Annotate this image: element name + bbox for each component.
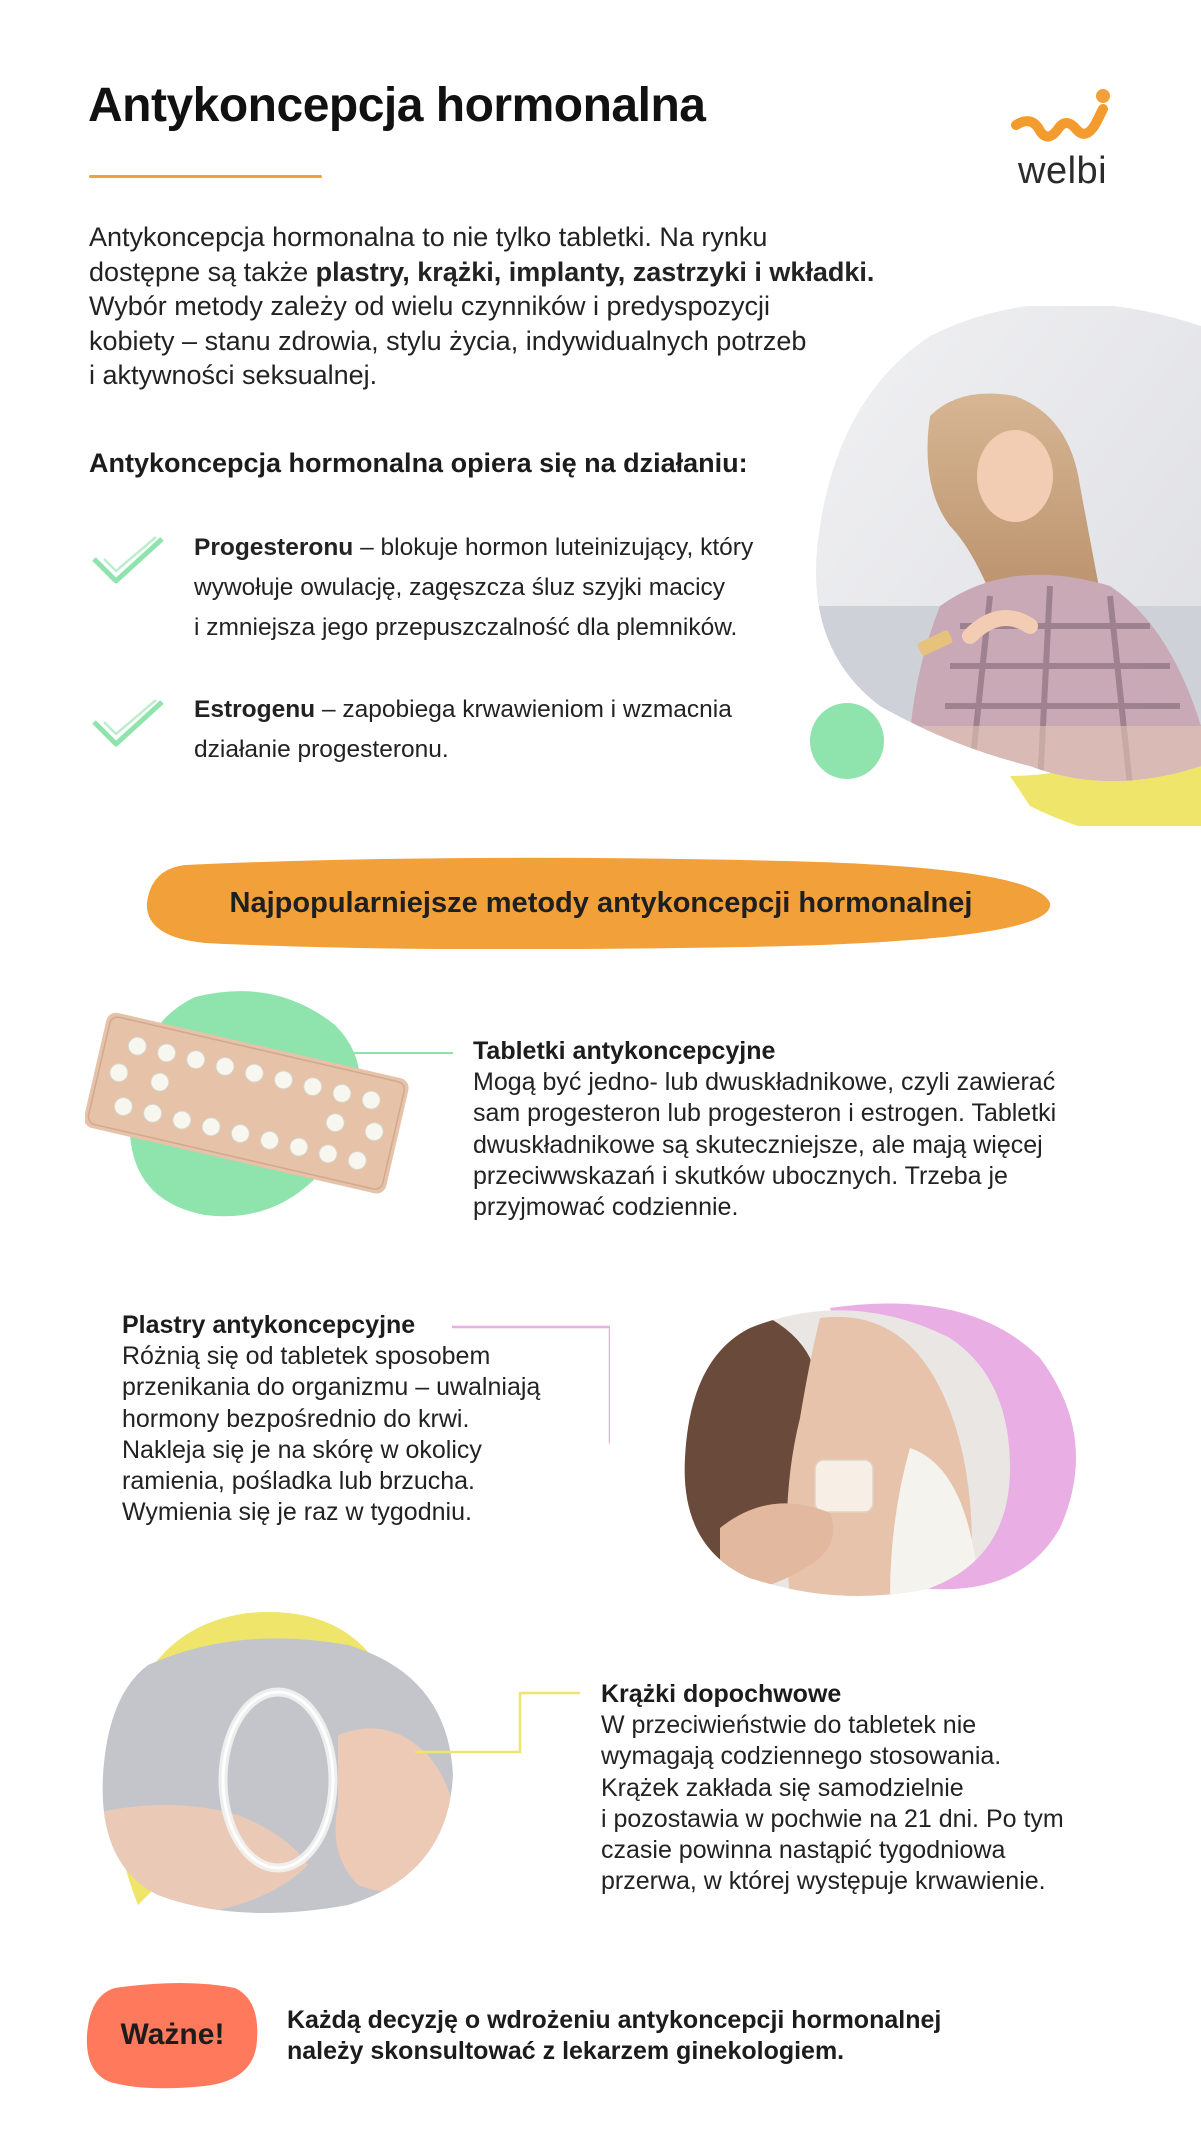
vaginal-ring-image xyxy=(88,1605,468,1925)
method-line: przyjmować codziennie. xyxy=(473,1193,739,1222)
intro-line: Wybór metody zależy od wielu czynników i predyspozycji xyxy=(89,291,771,321)
pill-blister-image xyxy=(85,985,415,1230)
method-line: sam progesteron lub progesteron i estrogen. Tabletki xyxy=(473,1099,1057,1128)
method-line: przenikania do organizmu – uwalniają xyxy=(122,1373,541,1402)
section-banner-title: Najpopularniejsze metody antykoncepcji hormonalnej xyxy=(229,886,973,919)
intro-line: i aktywności seksualnej. xyxy=(89,360,378,390)
important-line: należy skonsultować z lekarzem ginekologiem. xyxy=(287,2037,845,2065)
page-title: Antykoncepcja hormonalna xyxy=(88,79,706,132)
intro-line: Antykoncepcja hormonalna to nie tylko tabletki. Na rynku xyxy=(89,222,768,252)
method-text-tablets xyxy=(473,1067,1133,1223)
intro-line: kobiety – stanu zdrowia, stylu życia, indywidualnych potrzeb xyxy=(89,325,807,356)
important-line: Każdą decyzję o wdrożeniu antykoncepcji hormonalnej xyxy=(287,2006,942,2034)
method-line: wymagają codziennego stosowania. xyxy=(601,1742,1002,1771)
bullet-text: – zapobiega krwawieniom i wzmacnia xyxy=(315,696,732,723)
logo-text: welbi xyxy=(1018,150,1108,192)
intro-methods-bold: plastry, krążki, implanty, zastrzyki i wkładki. xyxy=(315,256,875,287)
method-line: przeciwwskazań i skutków ubocznych. Trzeba je xyxy=(473,1161,1008,1190)
check-icon xyxy=(90,698,166,750)
method-line: Nakleja się je na skórę w okolicy xyxy=(122,1435,482,1464)
bullet-text: i zmniejsza jego przepuszczalność dla plemników. xyxy=(194,614,738,641)
method-line: czasie powinna nastąpić tygodniowa xyxy=(601,1836,1006,1865)
patch-on-shoulder-image xyxy=(680,1298,1080,1598)
mechanism-item-progesterone xyxy=(194,528,819,648)
connector-line xyxy=(415,1690,580,1755)
bullet-text: – blokuje hormon luteinizujący, który xyxy=(353,534,754,561)
method-title-rings: Krążki dopochwowe xyxy=(601,1680,842,1708)
mechanism-item-estrogen xyxy=(194,690,819,770)
method-line: hormony bezpośrednio do krwi. xyxy=(122,1404,470,1433)
method-text-rings xyxy=(601,1710,1161,1898)
bullet-text: wywołuje owulację, zagęszcza śluz szyjki macicy xyxy=(194,574,726,601)
title-underline xyxy=(89,175,322,178)
important-label: Ważne! xyxy=(120,2018,225,2051)
method-line: Mogą być jedno- lub dwuskładnikowe, czyli zawierać xyxy=(473,1068,1056,1096)
important-text xyxy=(287,2005,1027,2067)
method-line: dwuskładnikowe są skuteczniejsze, ale mają więcej xyxy=(473,1130,1043,1159)
method-line: Krążek zakłada się samodzielnie xyxy=(601,1773,964,1802)
connector-line xyxy=(325,1052,453,1054)
term-estrogen: Estrogenu xyxy=(194,696,316,723)
method-title-tablets: Tabletki antykoncepcyjne xyxy=(473,1037,776,1065)
method-line: Różnią się od tabletek sposobem xyxy=(122,1342,491,1370)
intro-line: dostępne są także xyxy=(89,256,316,287)
bullet-text: działanie progesteronu. xyxy=(194,736,449,763)
term-progesterone: Progesteronu xyxy=(194,534,354,561)
method-title-patches: Plastry antykoncepcyjne xyxy=(122,1311,416,1339)
method-line: W przeciwieństwie do tabletek nie xyxy=(601,1711,977,1739)
method-line: przerwa, w której występuje krwawienie. xyxy=(601,1867,1046,1896)
method-line: Wymienia się je raz w tygodniu. xyxy=(122,1498,472,1527)
connector-line xyxy=(450,1320,610,1445)
check-icon xyxy=(90,535,166,587)
hero-photo-woman-with-pills xyxy=(810,306,1201,826)
method-line: i pozostawia w pochwie na 21 dni. Po tym xyxy=(601,1804,1064,1833)
method-line: ramienia, pośladka lub brzucha. xyxy=(122,1467,475,1496)
mechanism-heading: Antykoncepcja hormonalna opiera się na działaniu: xyxy=(89,448,748,478)
